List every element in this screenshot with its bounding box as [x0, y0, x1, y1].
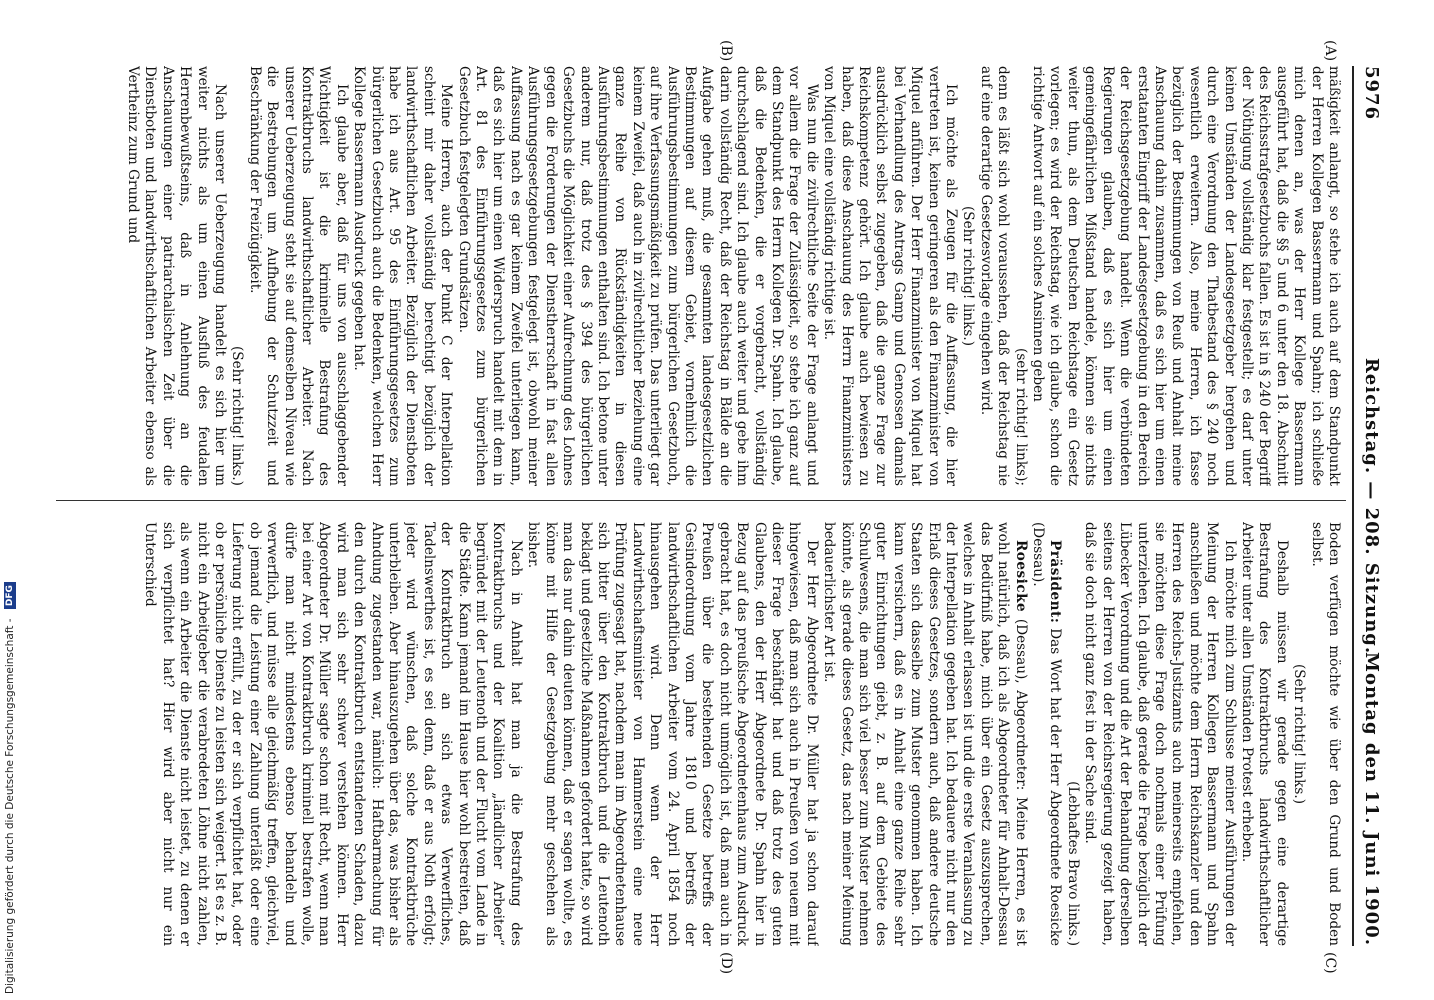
margin-marker-c: (C)	[1322, 952, 1338, 974]
right-paragraph-3: Ich möchte mich zum Schlusse meiner Ausführungen der Meinung der Herren Kollegen Bassermann und Spahn anschließen und möchte dem Herrn Reichskanzler und den Herren des Reichs-Justizamts auch meinerseits empfehlen, sie möchten diese Frage doch nochmals einer Prüfung unterziehen. Ich glaube, daß gerade die Frage bezüglich der Lübecker Verordnung und die Art der Behandlung derselben seitens der Herren von der Reichsregierung gezeigt haben, daß sie doch nicht ganz fest in der Sache sind.	[1082, 522, 1238, 946]
speaker-text: (Dessau), Abgeordneter: Meine Herren, es ist wohl natürlich, daß ich als Abgeordneter für Anhalt-Dessau das Bedürfniß habe, mich über ein Gesetz auszusprechen, welches in Anhalt erlassen ist und die erste Veranlassung zu der Interpellation gegeben hat. Ich bedauere nicht nur den Erlaß dieses Gesetzes, sondern auch, daß andere deutsche Staaten sich dasselbe zum Muster genommen haben. Ich kann versichern, daß es in Anhalt eine ganze Reihe sehr guter Einrichtungen giebt, z. B. auf dem Gebiete des Schulwesens, die man sich viel besser zum Muster nehmen könnte, als gerade dieses Gesetz, das nach meiner Meinung bedauerlichster Art ist.	[821, 522, 1029, 946]
page-number: 5976	[1361, 66, 1382, 121]
left-applause-2: (Sehr richtig! links.)	[960, 205, 977, 347]
margin-marker-a: (A)	[1322, 40, 1338, 62]
margin-marker-d: (D)	[718, 952, 734, 975]
right-paragraph-2: Deshalb müssen wir gerade gegen eine derartige Bestrafung des Kontraktbruchs landwirthschaftlicher Arbeiter unter allen Umständen Protest erheben.	[1238, 522, 1290, 946]
left-column	[52, 66, 1342, 486]
dfg-logo: DFG	[4, 582, 16, 609]
left-paragraph-2: denn es läßt sich wohl voraussehen, daß der Reichstag nie auf eine derartige Gesetzesvorlage eingehen wird.	[977, 66, 1012, 486]
credit-line	[2, 4, 18, 994]
speaker-statement	[820, 522, 1029, 946]
session-title: Reichstag. — 208. Sitzung.	[1361, 357, 1382, 655]
margin-marker-b: (B)	[718, 40, 734, 62]
digitization-credit	[0, 0, 20, 1000]
right-paragraph-5: Der Herr Abgeordnete Dr. Müller hat ja schon darauf hingewiesen, daß man sich auch in Preußen von neuem mit dieser Frage beschäftigt hat und daß trotz des guten Glaubens, den der Herr Abgeordnete Dr. Spahn hier in Bezug auf das preußische Abgeordnetenhaus zum Ausdruck gebracht hat, es doch nicht unmöglich ist, daß man auch in Preußen über die bestehenden Gesetze betreffs der Gesindeordnung vom Jahre 1810 und betreffs der landwirthschaftlichen Arbeiter vom 24. April 1854 noch hinausgehen wird. Denn wenn der Herr Landwirthschaftsminister von Hammerstein eine neue Prüfung zugesagt hat, nachdem man im Abgeordnetenhause sich bitter über den Kontraktbruch und die Leutenoth beklagt und gesetzliche Maßnahmen gefordert hatte, so wird man das nur dahin deuten können, daß er sagen wollte, es könne mit Hilfe der Gesetzgebung mehr geschehen als bisher.	[525, 522, 820, 946]
left-paragraph-5: Meine Herren, auch der Punkt C der Interpellation scheint mir daher vollständig berechtigt bezüglich der landwirthschaftlichen Arbeiter. Bezüglich der Dienstboten habe ich aus Art. 95 des Einführungsgesetzes zum bürgerlichen Gesetzbuch auch die Bedenken, welchen Herr Kollege Bassermann Ausdruck gegeben hat.	[351, 66, 455, 486]
left-paragraph-7: Nach unserer Ueberzeugung handelt es sich hier um weiter nichts als um einen Ausfluß des feudalen Herrenbewußtseins, daß in Anlehnung an die Anschauungen einer patriarchalischen Zeit über die Dienstboten und landwirthschaftlichen Arbeiter ebenso als Vertheinz zum Grund und	[124, 66, 228, 486]
left-paragraph-3: Ich möchte als Zeugen für die Auffassung, die hier vertreten ist, keinen geringeren als den Finanzminister von Miquel anführen. Der Herr Finanzminister von Miquel hat bei Verhandlung des Antrags Gamp und Genossen damals ausdrücklich selbst zugegeben, daß die ganze Frage zur Reichskompetenz gehört. Ich glaube auch bewiesen zu haben, daß diese Anschauung des Herrn Finanzministers von Miquel eine vollständig richtige ist.	[821, 66, 960, 486]
session-date: Montag den 11. Juni 1900.	[1361, 652, 1382, 946]
president-label: Präsident:	[1047, 540, 1064, 624]
right-applause-2: (Lebhaftes Bravo links.)	[1064, 781, 1081, 946]
left-paragraph-1: mäßigkeit anlangt, so stehe ich auch auf dem Standpunkt der Herren Kollegen Bassermann und Spahn; ich schließe mich denen an, was der Herr Kollege Bassermann ausgeführt hat, daß die §§ 5 und 6 unter den 18. Abschnitt des Reichsstrafgesetzbuchs fallen. Es ist in § 240 der Begriff der Nöthigung vollständig klar festgestellt; es darf unter keinen Umständen der Landesgesetzgeber hergehen und durch eine Verordnung den Thatbestand des § 240 noch wesentlich erweitern. Also, meine Herren, ich fasse bezüglich der Bestimmungen von Reuß und Anhalt meine Anschauung dahin zusammen, daß es sich hier um einen erstatanten Eingriff der Landesgesetzgebung in den Bereich der Reichsgesetzgebung handelt. Wenn die verbündeten Regierungen glauben, daß es sich hier um einen gemeingefährlichen Mißstand handele, können sie nichts weiter thun, als dem Deutschen Reichstage ein Gesetz vorlegen; es wird der Reichstag, wie ich glaube, schon die richtige Antwort auf ein solches Ansinnen geben	[1030, 66, 1342, 486]
president-text: Das Wort hat der Herr Abgeordnete Roesicke (Dessau).	[1030, 522, 1064, 946]
speaker-name: Roesicke	[1012, 540, 1029, 613]
left-paragraph-6: Ich glaube aber, daß für uns von ausschlaggebender Wichtigkeit ist die kriminelle Bestrafung des Kontraktbruchs landwirthschaftlicher Arbeiter. Nach unserer Ueberzeugung steht sie auf demselben Niveau wie die Bestrebungen um Aufhebung der Schutzzeit und Beschränkung der Freizügigkeit.	[246, 66, 350, 486]
column-divider	[56, 500, 1346, 501]
right-applause-1: (Sehr richtig! links.)	[1291, 663, 1308, 805]
left-applause-1: (sehr richtig! links);	[1012, 348, 1029, 486]
left-applause-3: (Sehr richtig! links.)	[229, 345, 246, 486]
president-statement	[1029, 522, 1064, 946]
header-rule	[1352, 66, 1354, 946]
credit-text: Digitalisierung gefördert durch die Deutsche Forschungsgemeinschaft -	[4, 618, 16, 994]
right-paragraph-6: Nach in Anhalt hat man ja die Bestrafung des Kontraktbruchs und der Koalition „ländlicher Arbeiter“ begründet mit der Leutenoth und der Flucht vom Lande in die Städte. Kann jemand im Hause hier wohl bestreiten, daß der Kontraktbruch an sich etwas Verwerfliches, Tadelnswerthes ist, es sei denn, daß er aus Noth erfolgt; jeder wird wünschen, daß solche Kontraktbrüche unterbleiben. Aber hinauszugehen über das, was bisher als Ahndung zugestanden war, nämlich: Haftbarmachung für den durch den Kontraktbruch entstandenen Schaden, dazu wird man sich sehr schwer verstehen können. Herr Abgeordneter Dr. Müller sagte schon mit Recht, wenn man bei einer Art von Kontraktbruch kriminell bestrafen wolle, dürfe man nicht mindestens ebenso behandeln und verwerflich, und müsse alle gleichmäßig treffen, gleichviel, ob jemand die Leistung einer Zahlung unterläßt oder eine Lieferung nicht erfüllt, zu der er sich verpflichtet hat, oder ob er persönliche Dienste zu leisten sich weigert. Ist es z. B. nicht ein Arbeitgeber die verabredeten Löhne nicht zahlen, als wenn ein Arbeiter die Dienste nicht leistet, zu denen er sich verpflichtet hat? Hier wird aber nicht nur ein Unterschied	[142, 522, 524, 946]
left-paragraph-4: Was nun die zivilrechtliche Seite der Frage anlangt und vor allem die Frage der Zulässigkeit, so stehe ich ganz auf dem Standpunkt des Herrn Kollegen Dr. Spahn. Ich glaube, daß die Bedenken, die er vorgebracht, vollständig durchschlagend sind. Ich glaube auch weiter und gebe ihm darin vollständig Recht, daß der Reichstag in Bälde an die Aufgabe gehen muß, die gesammten landesgesetzlichen Bestimmungen auf diesem Gebiet, vornehmlich die Ausführungsbestimmungen zum bürgerlichen Gesetzbuch, auf ihre Verfassungsmäßigkeit zu prüfen. Das unterliegt gar keinem Zweifel, daß auch in zivilrechtlicher Beziehung eine ganze Reihe von Rückständigkeiten in diesen Ausführungsbestimmungen enthalten sind. Ich betone unter anderem nur, daß trotz des § 394 des bürgerlichen Gesetzbuchs die Möglichkeit einer Aufrechnung des Lohnes gegen die Forderungen der Dienstherrschaft in fast allen Ausführungsgesetzgebungen festgelegt ist, obwohl meiner Auffassung nach es gar keinem Zweifel unterliegen kann, daß es sich hier um einen Widerspruch handelt mit dem in Art. 81 des Einführungsgesetzes zum bürgerlichen Gesetzbuch festgelegten Grundsätzen.	[455, 66, 820, 486]
page-header	[1356, 66, 1382, 946]
right-paragraph-1: Boden verfügen möchte wie über den Grund und Boden selbst.	[1308, 522, 1342, 946]
right-column	[52, 522, 1342, 946]
